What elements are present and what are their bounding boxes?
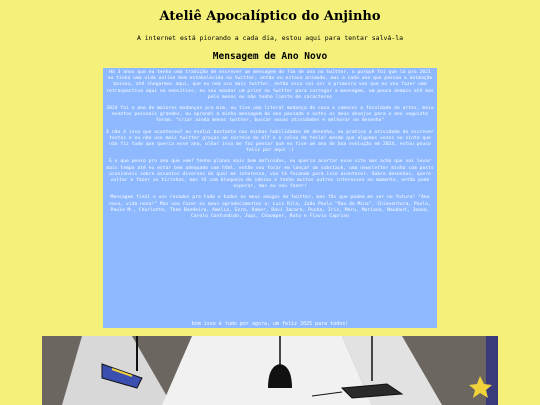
- illustration: [42, 336, 498, 405]
- new-year-message: [103, 68, 437, 328]
- message-paragraph: E não é isso que aconteceu? eu evoluí bastante nas minhas habilidades de desenho, eu pratico a atividade de escrever textos e eu não uso mais twitter graças ao correio do elf e o calvo da tesla! mesmo que algumas vezes eu sinta que não fiz tudo que queria esse ano, olhar isso me faz pensar que eu tive um ano de boa evolução em 2024, estou pouco feliz por aqui :): [106, 129, 434, 154]
- post-heading: Mensagem de Ano Novo: [212, 51, 328, 62]
- message-paragraph: 2024 foi o ano de maiores mudanças pra mim, eu tive uma literal mudança de casa e comecei a faculdade de artes, meio eventos pessoais grandes, eu aprendi a minha mensagem do ano passado e notei os meus desejos para o ano seguinte foram: "criar ainda menos twitter, buscar novas atividades e melhorar no desenho": [106, 106, 434, 124]
- message-paragraph: Há 3 anos que eu tenho uma tradição de escrever um mensagem de fim de ano no twitter, o porquê foi que lá pra 2021 eu tinha uma vida online bem estabelecida no twitter, então eu estava animado, mas a cada ano que passou a animação baixou, até chegarmos aqui, que eu nem uso mais twitter, então essa vai ser a primeira vez que eu vou fazer uma retrospectiva aqui no neocities, eu vou mandar um print no twitter para carregar a mensagem, um pouco demais até mas pelo menos eu não tenho limite de caracteres: [106, 70, 434, 100]
- message-paragraph: Mensagem final e uns recados pra tudo e todos os meus amigos do twitter, mas fãs que podem me ver no futuro! "Ano novo, vida nova!" Mas vou fazer os meus agradecimentos a: Luiz Rila, João Paulo "Rau do Mina", Chiaventura, Paulo, Paulo M., Charlotte, Theo Bandeira, Amelia, Ezra, Raber, Davi Jacare, Pucha, Iris, Meru, Mariana, Naudant, Joana, Carolo Confundido, Jupi, Chaomper, Rato e Flavio Caprino: [109, 195, 431, 220]
- site-title: Ateliê Apocalíptico do Anjinho: [159, 9, 381, 24]
- illustration-drawing: [42, 336, 498, 405]
- site-subtitle: A internet está piorando a cada dia, estou aqui para tentar salvá-la: [136, 34, 404, 42]
- message-signoff: bom isso é tudo por agora, um feliz 2025 para todos!: [191, 321, 349, 327]
- message-paragraph: E o que penso pro ano que vem? tenho planos mais bem definidos, eu queria acertar esse site mas acho que vai levar mais tempo até eu estar bem adequado com html, então vou focar em lançar um substack, uma newsletter minha com posts ocasionais sobre assuntos diversos do qual me interesso, vou tá focando para isso acontecer. Sobre desenhos, quero voltar a fazer as tirinhas, mas tô com bloqueio de ideias e tenho muitos outros interesses no momento, então pode esperar, mas eu vou fazer!: [106, 159, 434, 190]
